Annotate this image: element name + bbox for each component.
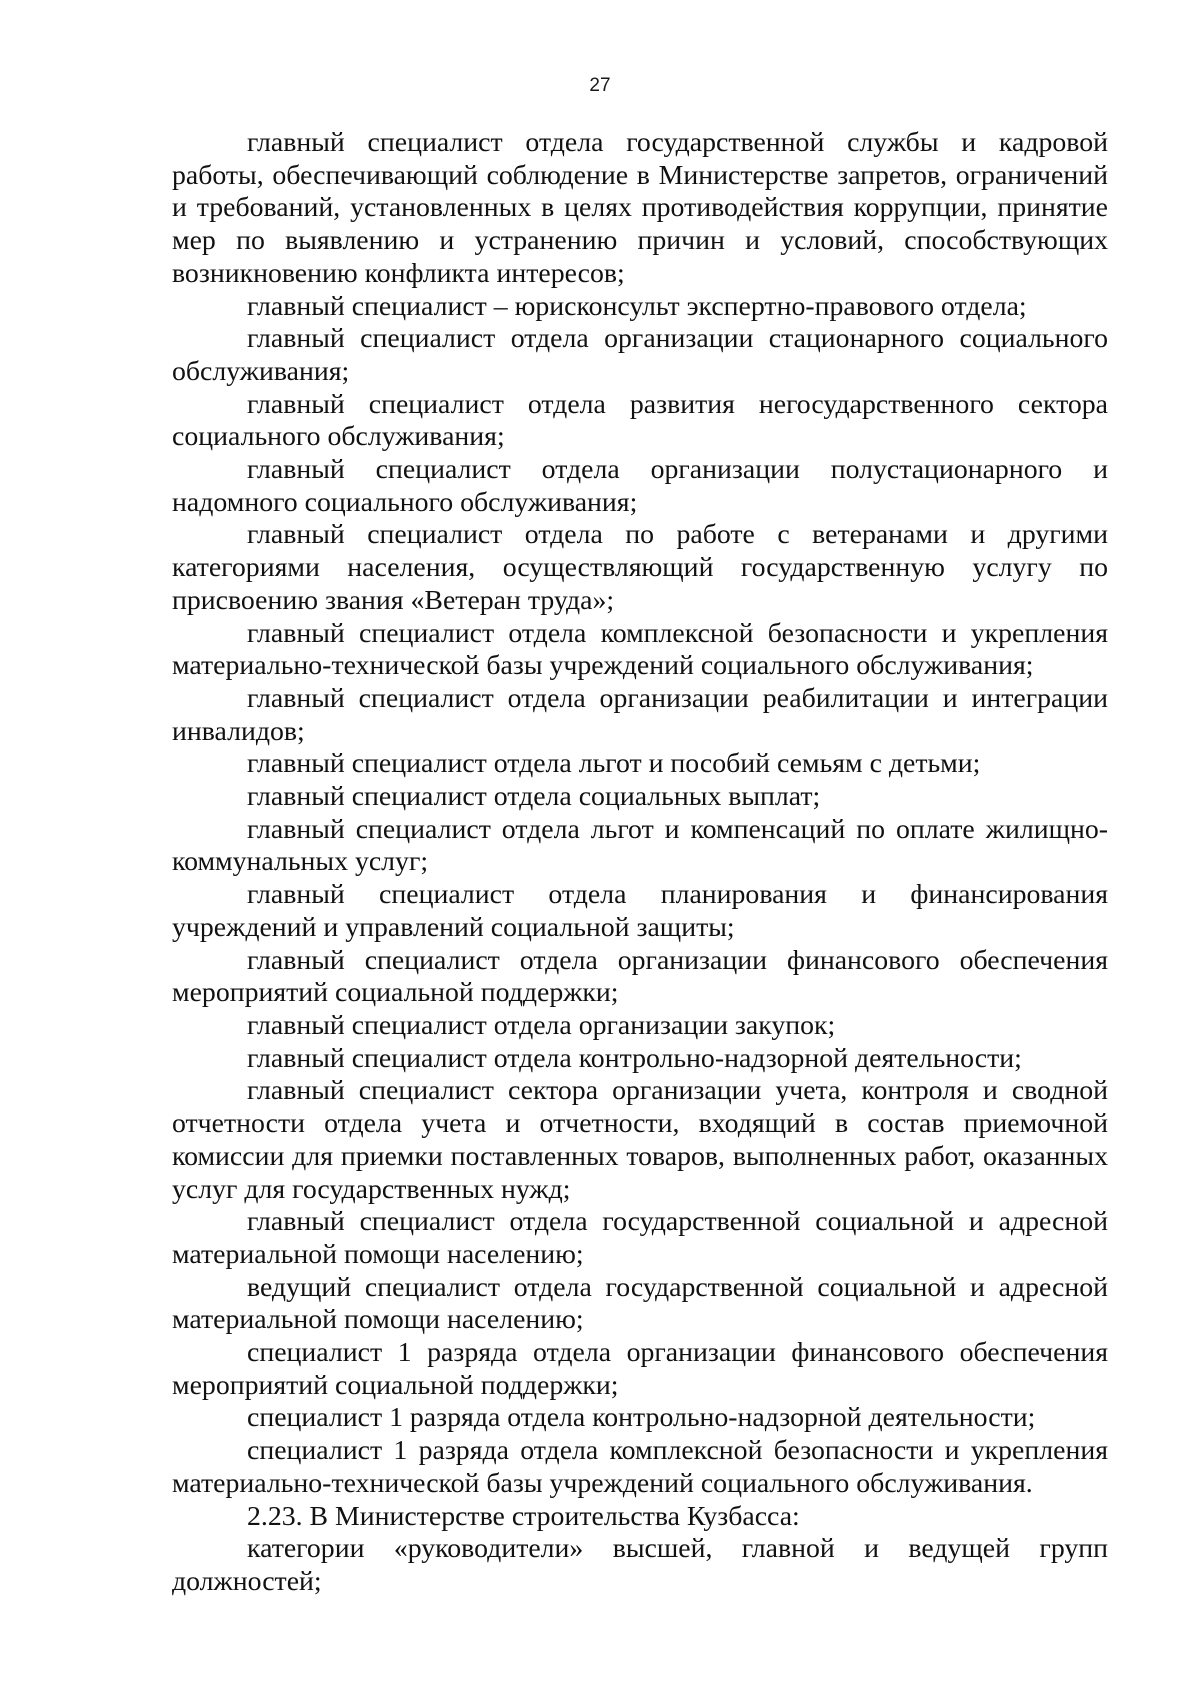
paragraph: категории «руководители» высшей, главной и ведущей групп должностей; [172,1533,1108,1597]
paragraph: специалист 1 разряда отдела организации финансового обеспечения мероприятий социальной поддержки; [172,1337,1108,1401]
paragraph: главный специалист отдела организации финансового обеспечения мероприятий социальной поддержки; [172,944,1108,1009]
paragraph: главный специалист отдела государственной службы и кадровой работы, обеспечивающий соблюдение в Министерстве запретов, ограничений и требований, установленных в целях противодействия коррупции, принятие мер по выявлению и устранению причин и условий, способствующих возникновению конфликта интересов; [172,127,1108,289]
paragraph: главный специалист – юрисконсульт экспертно-правового отдела; [247,290,1027,322]
paragraph: главный специалист отдела организации реабилитации и интеграции инвалидов; [172,682,1108,747]
paragraph: ведущий специалист отдела государственной социальной и адресной материальной помощи населению; [172,1271,1108,1336]
paragraph: главный специалист отдела контрольно-надзорной деятельности; [247,1042,1022,1074]
paragraph: главный специалист отдела льгот и компенсаций по оплате жилищно-коммунальных услуг; [172,813,1108,878]
paragraph: главный специалист отдела организации полустационарного и надомного социального обслуживания; [172,454,1108,518]
paragraph: главный специалист отдела организации стационарного социального обслуживания; [172,323,1108,387]
paragraph: главный специалист отдела льгот и пособий семьям с детьми; [247,748,981,780]
paragraph: главный специалист отдела развития негосударственного сектора социального обслуживания; [172,388,1108,453]
page-number: 27 [589,75,611,96]
paragraph: специалист 1 разряда отдела комплексной безопасности и укрепления материально-технической базы учреждений социального обслуживания. [172,1435,1108,1499]
paragraph: главный специалист сектора организации учета, контроля и сводной отчетности отдела учета и отчетности, входящий в состав приемочной комиссии для приемки поставленных товаров, выполненных работ, оказанных услуг для государственных нужд; [172,1075,1108,1205]
paragraph: главный специалист отдела комплексной безопасности и укрепления материально-технической базы учреждений социального обслуживания; [172,617,1108,682]
paragraph: главный специалист отдела планирования и финансирования учреждений и управлений социальной защиты; [172,879,1108,943]
paragraph: главный специалист отдела организации закупок; [247,1009,836,1041]
paragraph: главный специалист отдела социальных выплат; [247,781,821,813]
section-heading: 2.23. В Министерстве строительства Кузбасса: [247,1500,800,1532]
paragraph: главный специалист отдела по работе с ветеранами и другими категориями населения, осуществляющий государственную услугу по присвоению звания «Ветеран труда»; [172,519,1108,616]
document-body [172,127,1108,1599]
paragraph: главный специалист отдела государственной социальной и адресной материальной помощи населению; [172,1206,1108,1270]
paragraph: специалист 1 разряда отдела контрольно-надзорной деятельности; [247,1402,1036,1434]
